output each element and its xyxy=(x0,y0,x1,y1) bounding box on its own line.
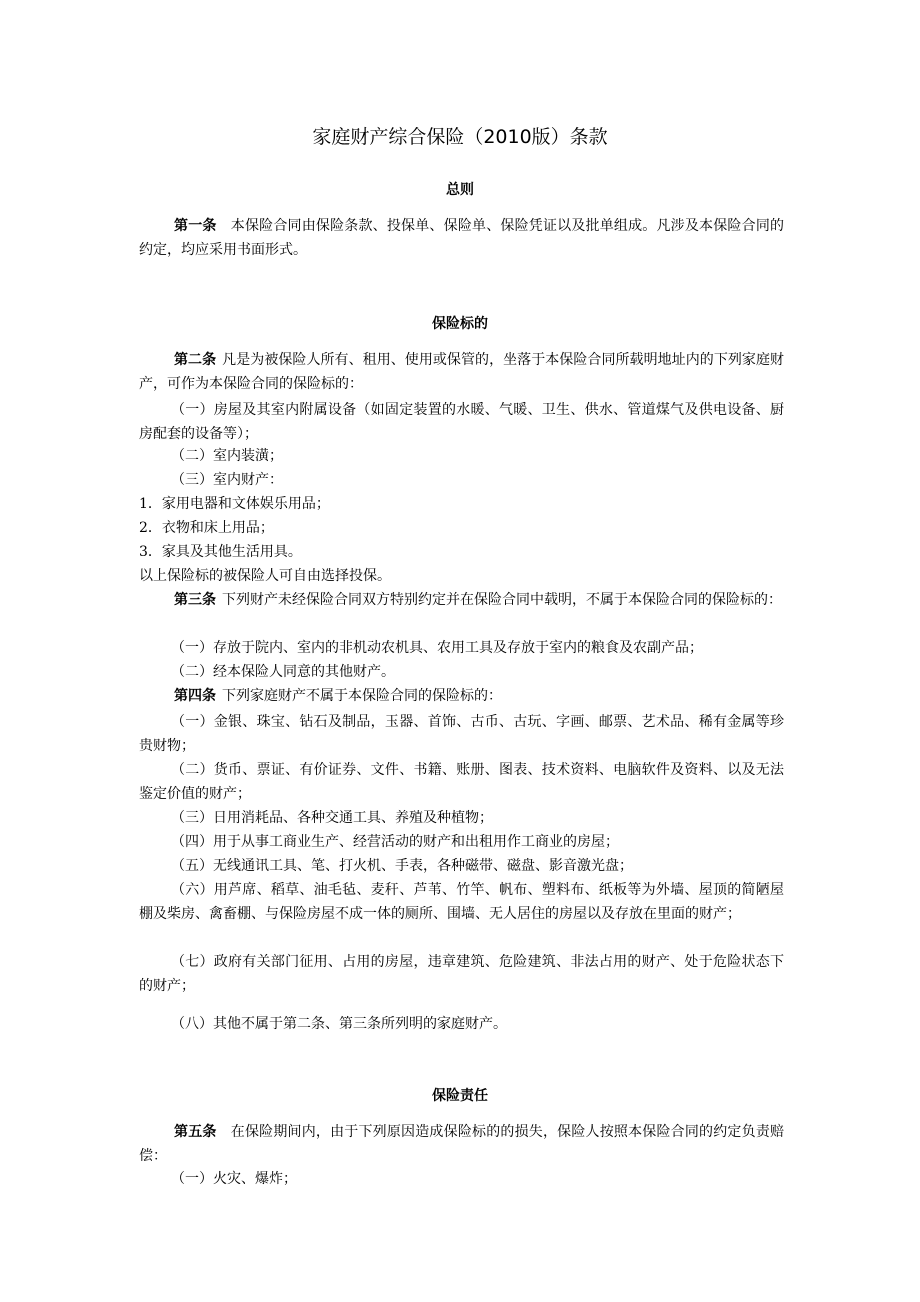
article-5-text: 在保险期间内，由于下列原因造成保险标的的损失，保险人按照本保险合同的约定负责赔偿： xyxy=(139,1124,785,1164)
article-4-label: 第四条 xyxy=(174,688,216,704)
article-4-item-1: （一）金银、珠宝、钻石及制品，玉器、首饰、古币、古玩、字画、邮票、艺术品、稀有金属等珍贵财物； xyxy=(139,714,784,754)
article-4-item-3: （三）日用消耗品、各种交通工具、养殖及种植物； xyxy=(171,810,493,826)
article-2 xyxy=(139,348,784,396)
section-heading-liability: 保险责任 xyxy=(432,1088,488,1104)
section-heading-subject: 保险标的 xyxy=(432,316,488,332)
article-1 xyxy=(139,214,784,262)
document-title: 家庭财产综合保险（2010版）条款 xyxy=(312,126,608,148)
article-2-item-2: （二）室内装潢； xyxy=(171,448,283,464)
article-4-text: 下列家庭财产不属于本保险合同的保险标的： xyxy=(222,688,502,704)
article-4-item-7: （七）政府有关部门征用、占用的房屋，违章建筑、危险建筑、非法占用的财产、处于危险状态下的财产； xyxy=(139,954,784,994)
article-3 xyxy=(139,588,784,612)
article-1-text: 本保险合同由保险条款、投保单、保险单、保险凭证以及批单组成。凡涉及本保险合同的约定，均应采用书面形式。 xyxy=(139,218,785,258)
article-3-text: 下列财产未经保险合同双方特别约定并在保险合同中载明，不属于本保险合同的保险标的： xyxy=(222,592,782,608)
article-2-note: 以上保险标的被保险人可自由选择投保。 xyxy=(139,568,391,584)
section-heading-general: 总则 xyxy=(446,182,474,198)
article-2-subitem-2: 2．衣物和床上用品； xyxy=(139,520,274,536)
article-2-label: 第二条 xyxy=(174,352,217,368)
article-2-subitem-1: 1．家用电器和文体娱乐用品； xyxy=(139,496,330,512)
article-4 xyxy=(139,684,784,708)
article-4-item-6: （六）用芦席、稻草、油毛毡、麦秆、芦苇、竹竿、帆布、塑料布、纸板等为外墙、屋顶的简陋屋棚及柴房、禽畜棚、与保险房屋不成一体的厕所、围墙、无人居住的房屋以及存放在里面的财产； xyxy=(139,882,784,922)
article-3-item-2: （二）经本保险人同意的其他财产。 xyxy=(171,664,395,680)
article-5-label: 第五条 xyxy=(174,1124,217,1140)
article-5 xyxy=(139,1120,784,1168)
article-2-subitem-3: 3．家具及其他生活用具。 xyxy=(139,544,302,560)
article-3-item-1: （一）存放于院内、室内的非机动农机具、农用工具及存放于室内的粮食及农副产品； xyxy=(171,640,703,656)
article-2-item-3: （三）室内财产： xyxy=(171,472,283,488)
article-5-item-1: （一）火灾、爆炸； xyxy=(171,1171,297,1187)
article-4-item-2: （二）货币、票证、有价证券、文件、书籍、账册、图表、技术资料、电脑软件及资料、以及无法鉴定价值的财产； xyxy=(139,762,784,802)
article-1-label: 第一条 xyxy=(174,218,217,234)
article-4-item-4: （四）用于从事工商业生产、经营活动的财产和出租用作工商业的房屋； xyxy=(171,834,619,850)
article-2-text: 凡是为被保险人所有、租用、使用或保管的，坐落于本保险合同所载明地址内的下列家庭财产，可作为本保险合同的保险标的： xyxy=(139,352,784,392)
article-2-item-1: （一）房屋及其室内附属设备（如固定装置的水暖、气暖、卫生、供水、管道煤气及供电设备、厨房配套的设备等）； xyxy=(139,402,784,442)
article-4-item-8: （八）其他不属于第二条、第三条所列明的家庭财产。 xyxy=(171,1016,507,1032)
article-3-label: 第三条 xyxy=(174,592,216,608)
article-4-item-5: （五）无线通讯工具、笔、打火机、手表，各种磁带、磁盘、影音激光盘； xyxy=(171,858,633,874)
